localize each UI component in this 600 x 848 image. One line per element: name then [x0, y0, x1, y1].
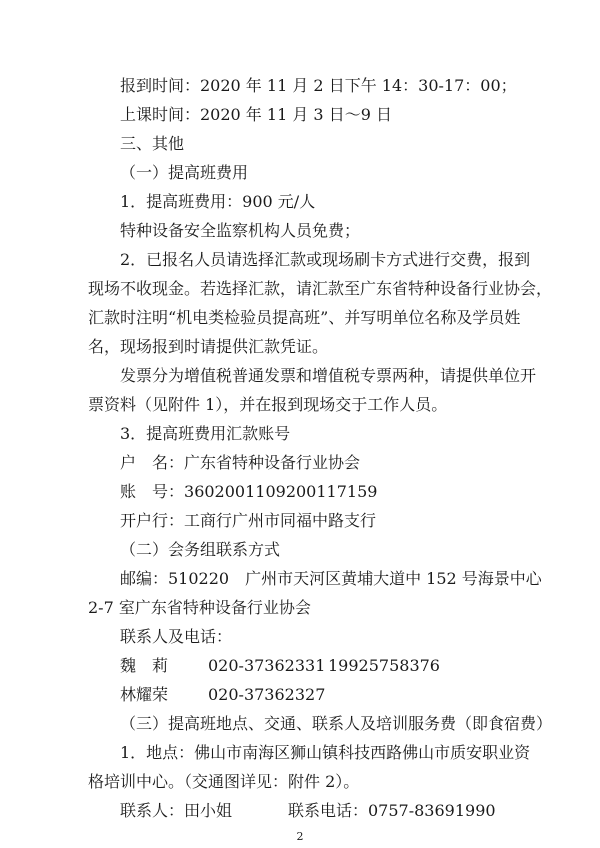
payment-paragraph-line: 2．已报名人员请选择汇款或现场刷卡方式进行交费，报到: [120, 250, 531, 269]
contact-name: 魏 莉: [120, 656, 169, 675]
invoice-paragraph-line: 发票分为增值税普通发票和增值税专票两种，请提供单位开: [120, 366, 537, 385]
account-number-label: 账 号：: [120, 482, 185, 501]
contact-row: [120, 685, 325, 705]
bank-value: 工商行广州市同福中路支行: [184, 511, 377, 530]
contacts-heading: 联系人及电话：: [120, 627, 233, 646]
venue-contact-phone: 联系电话：0757-83691990: [288, 801, 496, 820]
bank-row: [120, 511, 376, 531]
account-name-row: [120, 453, 360, 473]
account-number-row: [120, 482, 377, 502]
payment-paragraph-line: 汇款时注明“机电类检验员提高班”、并写明单位名称及学员姓: [88, 308, 521, 327]
postal-address-line: 2-7 室广东省特种设备行业协会: [88, 598, 311, 617]
location-line: 1．地点：佛山市南海区狮山镇科技西路佛山市质安职业资: [120, 743, 531, 762]
subsection-heading-location: （三）提高班地点、交通、联系人及培训服务费（即食宿费）: [120, 714, 553, 733]
payment-paragraph-line: 名，现场报到时请提供汇款凭证。: [88, 337, 329, 356]
bank-label: 开户行：: [120, 511, 185, 530]
venue-contact-row: [120, 801, 496, 821]
contact-name: 林耀荣: [120, 685, 169, 704]
payment-paragraph-line: 现场不收现金。若选择汇款，请汇款至广东省特种设备行业协会，: [88, 279, 553, 298]
contact-phone: 020-37362331: [208, 656, 326, 675]
section-heading-other: 三、其他: [120, 134, 185, 153]
page-number: 2: [296, 830, 304, 843]
contact-mobile: 19925758376: [328, 656, 440, 675]
account-number-value: 3602001109200117159: [184, 482, 378, 501]
invoice-paragraph-line: 票资料（见附件 1），并在报到现场交于工作人员。: [88, 395, 448, 414]
free-note-line: 特种设备安全监察机构人员免费；: [120, 221, 361, 240]
account-name-value: 广东省特种设备行业协会: [184, 453, 361, 472]
account-heading: 3．提高班费用汇款账号: [120, 424, 291, 443]
location-line: 格培训中心。（交通图详见：附件 2）。: [88, 772, 360, 791]
account-name-label: 户 名：: [120, 453, 185, 472]
contact-phone: 020-37362327: [208, 685, 326, 704]
subsection-heading-contact: （二）会务组联系方式: [120, 540, 281, 559]
contact-row: [120, 656, 440, 676]
class-time-line: 上课时间：2020 年 11 月 3 日～9 日: [120, 105, 392, 124]
postal-address-line: 邮编：510220 广州市天河区黄埔大道中 152 号海景中心: [120, 569, 542, 588]
fee-item-line: 1．提高班费用：900 元/人: [120, 192, 316, 211]
subsection-heading-fees: （一）提高班费用: [120, 163, 249, 182]
report-time-line: 报到时间：2020 年 11 月 2 日下午 14：30-17：00；: [120, 76, 517, 95]
venue-contact-person: 联系人：田小姐: [120, 801, 233, 820]
